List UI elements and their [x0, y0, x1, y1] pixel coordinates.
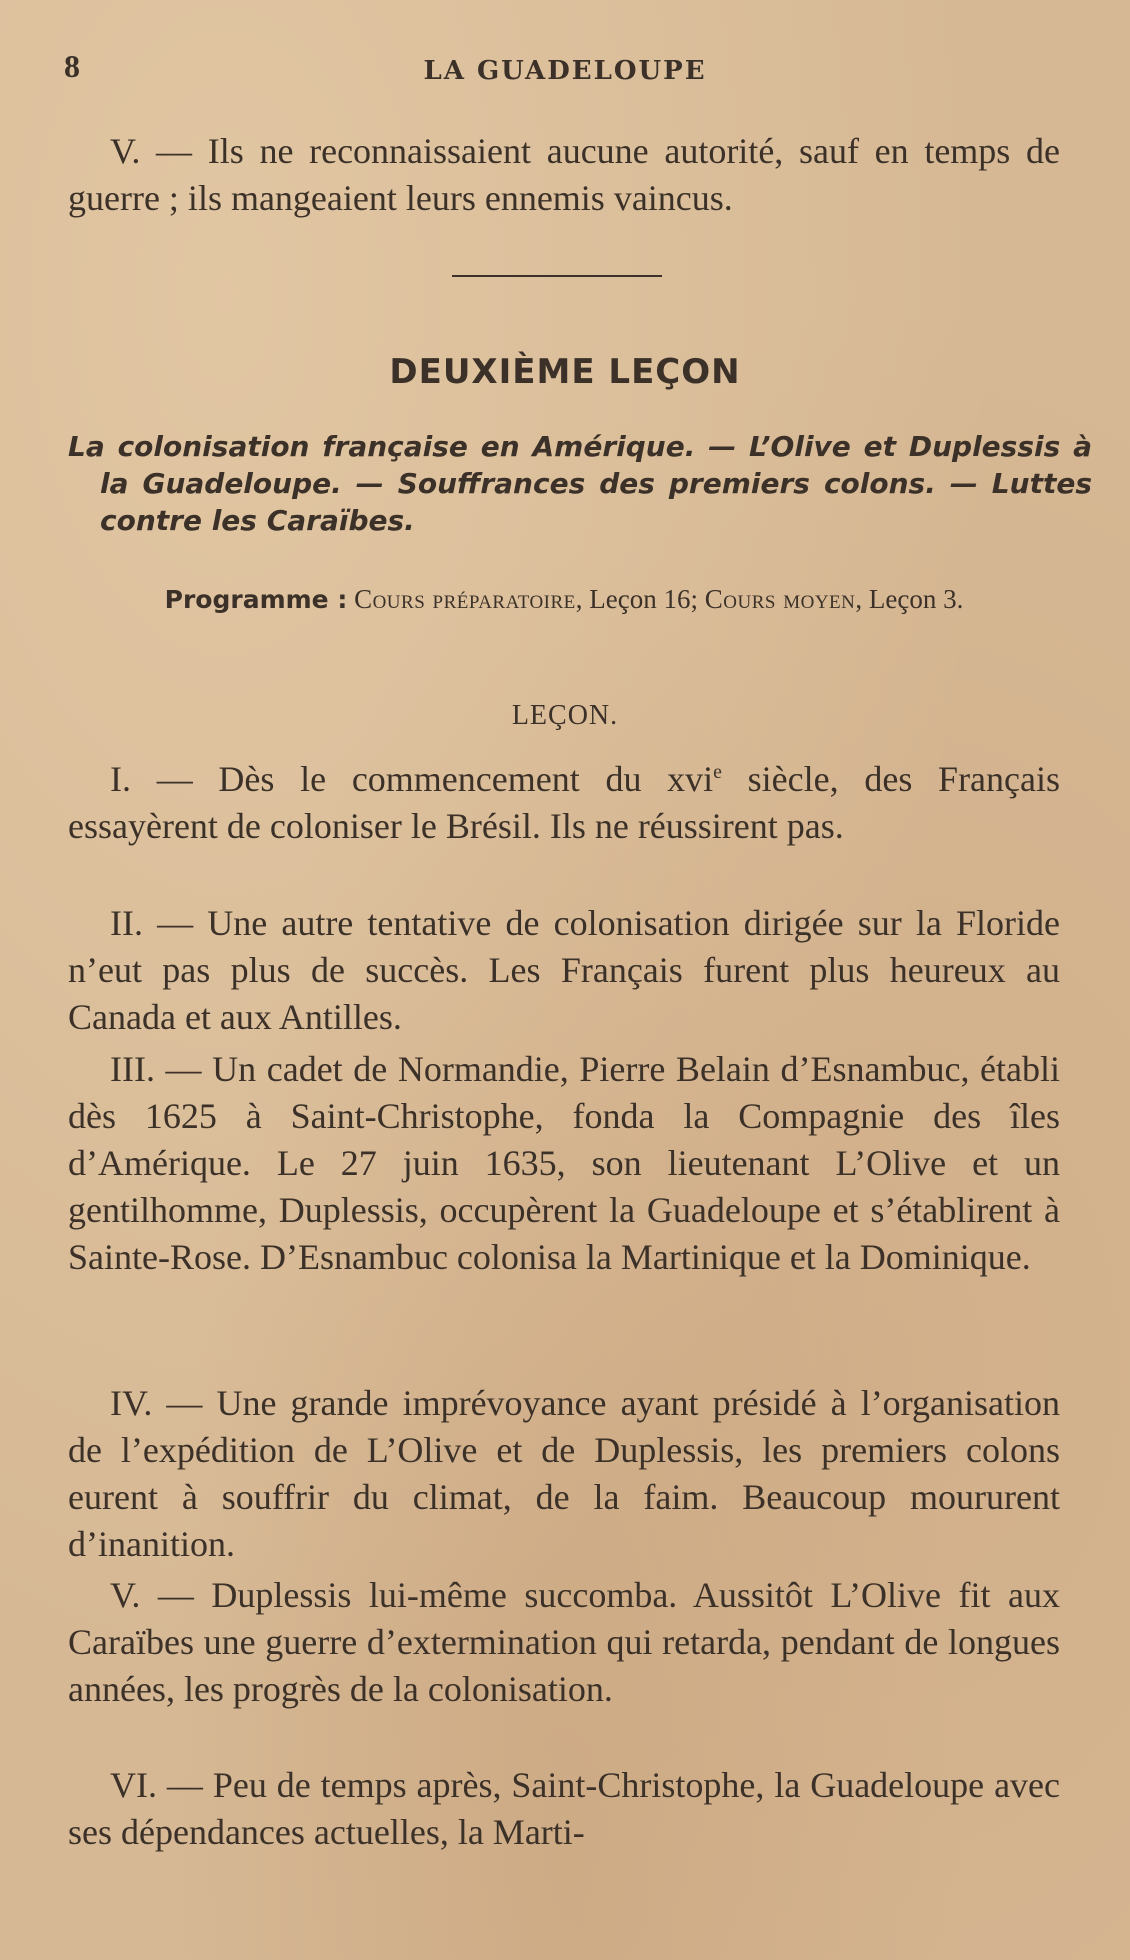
section-heading: LEÇON.	[511, 700, 619, 731]
programme-course-2: Cours moyen	[704, 584, 856, 614]
paragraph-3: III. — Un cadet de Normandie, Pierre Belain d’Esnambuc, établi dès 1625 à Saint-Christophe, fonda la Compagnie des îles d’Amérique. Le 27 juin 1635, son lieutenant L’Olive et un gentilhomme, Duplessis, occupèrent la Guadeloupe et s’établirent à Sainte-Rose. D’Esnambuc colonisa la Martinique et la Dominique.	[68, 1049, 1060, 1277]
section-divider	[452, 275, 662, 277]
lesson-summary: La colonisation française en Amérique. — L’Olive et Duplessis à la Guadeloupe. — Souffrances des premiers colons. — Luttes contre les Caraïbes.	[68, 430, 1092, 537]
programme-label: Programme :	[164, 585, 348, 614]
running-title: LA GUADELOUPE	[423, 56, 707, 86]
paragraph-1-text-b: siècle, des Français essayèrent de coloniser le Brésil. Ils ne réussirent pas.	[68, 759, 1060, 846]
programme-lesson-1: , Leçon 16;	[575, 584, 699, 614]
lesson-title: DEUXIÈME LEÇON	[389, 352, 741, 392]
paragraph-2: II. — Une autre tentative de colonisation dirigée sur la Floride n’eut pas plus de succès. Les Français furent plus heureux au Canada et aux Antilles.	[68, 903, 1060, 1037]
paragraph-5: V. — Duplessis lui-même succomba. Aussitôt L’Olive fit aux Caraïbes une guerre d’extermination qui retarda, pendant de longues années, les progrès de la colonisation.	[68, 1575, 1060, 1709]
programme-lesson-2: , Leçon 3.	[855, 584, 964, 614]
paragraph-1-superscript: e	[713, 761, 722, 783]
intro-paragraph: V. — Ils ne reconnaissaient aucune autorité, sauf en temps de guerre ; ils mangeaient leurs ennemis vaincus.	[68, 131, 1060, 218]
paragraph-6: VI. — Peu de temps après, Saint-Christophe, la Guadeloupe avec ses dépendances actuelles, la Marti-	[68, 1765, 1060, 1852]
paragraph-4: IV. — Une grande imprévoyance ayant présidé à l’organisation de l’expédition de L’Olive et de Duplessis, les premiers colons eurent à souffrir du climat, de la faim. Beaucoup moururent d’inanition.	[68, 1383, 1060, 1564]
paragraph-1-text-a: I. — Dès le commencement du xvi	[110, 759, 714, 799]
programme-line	[68, 578, 1060, 621]
page-number: 8	[64, 48, 80, 84]
paragraph-1	[68, 756, 1060, 850]
programme-course-1: Cours préparatoire	[354, 584, 576, 614]
